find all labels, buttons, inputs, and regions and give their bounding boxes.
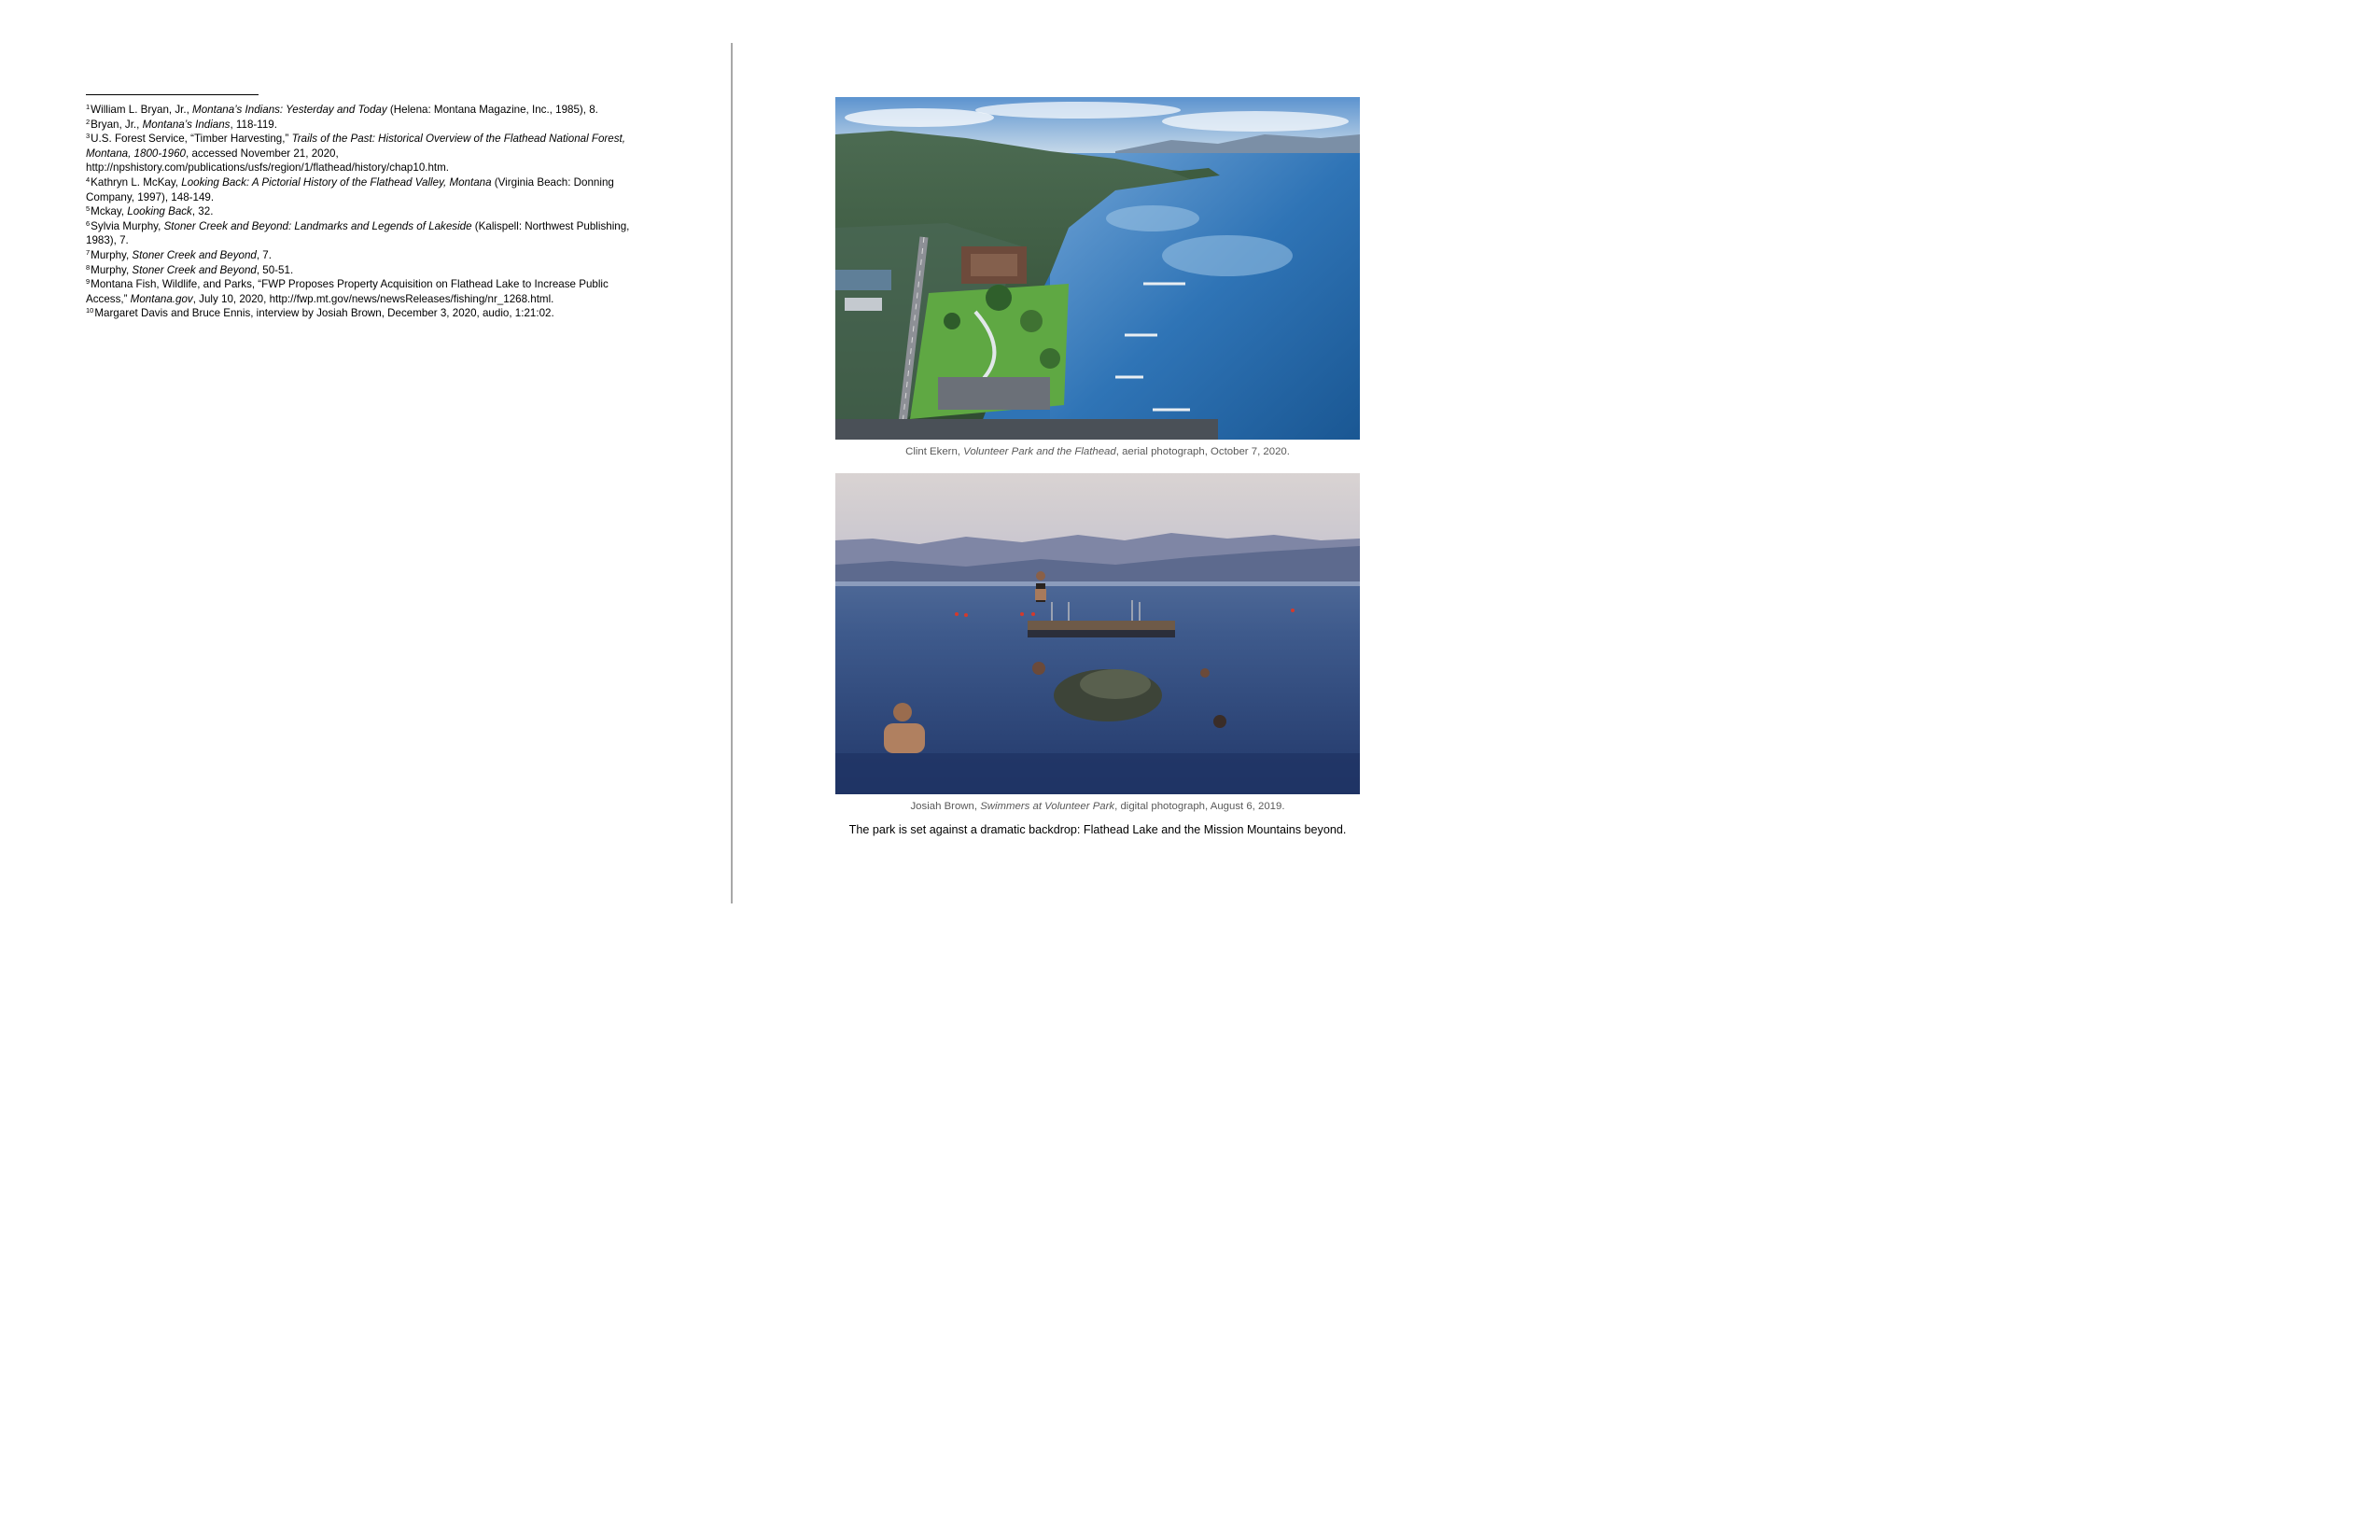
caption-credit: Clint Ekern, [905, 446, 964, 457]
footnote-list [86, 103, 646, 321]
caption-details: , aerial photograph, October 7, 2020. [1115, 446, 1290, 457]
footnote-text: (Kalispell: Northwest Publishing, 1983), 7. [86, 219, 630, 247]
footnote-separator [86, 94, 259, 95]
footnote-text: , 50-51. [256, 263, 294, 276]
footnote-number: 6 [86, 218, 91, 228]
aerial-photo-volunteer-park [835, 97, 1360, 440]
footnote-title: Stoner Creek and Beyond: Landmarks and Legends of Lakeside [163, 219, 472, 232]
footnote-number: 8 [86, 262, 91, 272]
footnote [86, 277, 646, 306]
right-page [734, 0, 1447, 956]
footnote-text: Murphy, [91, 248, 133, 261]
caption-title: Volunteer Park and the Flathead [963, 446, 1116, 457]
footnote-text: Bryan, Jr., [91, 118, 143, 131]
footnote-title: Trails of the Past: Historical Overview of the Flathead National Forest, Montana, 1800-1960 [86, 133, 625, 160]
footnote-number: 2 [86, 117, 91, 126]
footnote-number: 3 [86, 132, 91, 141]
swimmers-photo [835, 473, 1360, 794]
swimmers-photo-caption [835, 801, 1360, 812]
footnote-title: Looking Back: A Pictorial History of the Flathead Valley, Montana [181, 175, 492, 189]
footnote-text: Murphy, [91, 263, 133, 276]
footnote-title: Stoner Creek and Beyond [132, 263, 257, 276]
footnote-title: Montana’s Indians: Yesterday and Today [192, 104, 387, 116]
caption-details: , digital photograph, August 6, 2019. [1114, 801, 1285, 812]
footnote-text: , 118-119. [230, 118, 277, 131]
footnote-text: (Helena: Montana Magazine, Inc., 1985), 8. [386, 104, 598, 116]
footnote-text: Mckay, [91, 205, 128, 218]
footnote [86, 204, 646, 219]
footnote [86, 175, 646, 204]
footnote-text: , July 10, 2020, http://fwp.mt.gov/news/newsReleases/fishing/nr_1268.html. [192, 292, 554, 305]
footnote-number: 10 [86, 306, 94, 315]
footnote-text: Montana Fish, Wildlife, and Parks, “FWP Proposes Property Acquisition on Flathead Lake to Increase Public Access,” [86, 278, 609, 305]
footnote [86, 248, 646, 263]
footnote-number: 4 [86, 175, 91, 184]
footnote-title: Montana’s Indians [142, 118, 231, 131]
footnote-number: 9 [86, 277, 91, 287]
footnote [86, 219, 646, 248]
footnote-number: 7 [86, 247, 91, 257]
footnote [86, 103, 646, 118]
footnote-title: Montana.gov [130, 292, 193, 305]
footnote-title: Looking Back [127, 205, 192, 218]
caption-credit: Josiah Brown, [910, 801, 981, 812]
summary-text: The park is set against a dramatic backdrop: Flathead Lake and the Mission Mountains beyond. [848, 823, 1347, 836]
footnote-text: William L. Bryan, Jr., [91, 104, 193, 116]
footnote-text: , 32. [191, 205, 214, 218]
footnote-number: 5 [86, 204, 91, 214]
footnote-title: Stoner Creek and Beyond [132, 248, 257, 261]
footnote-text: , 7. [256, 248, 272, 261]
footnote-text: Sylvia Murphy, [91, 219, 164, 232]
footnote-text: Margaret Davis and Bruce Ennis, interview by Josiah Brown, December 3, 2020, audio, 1:21:02. [94, 307, 554, 320]
left-page [0, 0, 728, 956]
page-divider [731, 43, 733, 903]
aerial-photo-caption [835, 446, 1360, 457]
footnote [86, 263, 646, 278]
footnote-text: (Virginia Beach: Donning Company, 1997), 148-149. [86, 175, 614, 203]
footnote [86, 118, 646, 133]
footnote-text: Kathryn L. McKay, [91, 175, 182, 189]
caption-title: Swimmers at Volunteer Park [980, 801, 1115, 812]
footnote [86, 306, 646, 321]
footnote [86, 132, 646, 175]
footnote-text: U.S. Forest Service, “Timber Harvesting,” [91, 133, 292, 146]
footnote-number: 1 [86, 103, 91, 111]
footnote-text: , accessed November 21, 2020, http://npshistory.com/publications/usfs/region/1/flathead/history/chap10.htm. [86, 147, 450, 175]
